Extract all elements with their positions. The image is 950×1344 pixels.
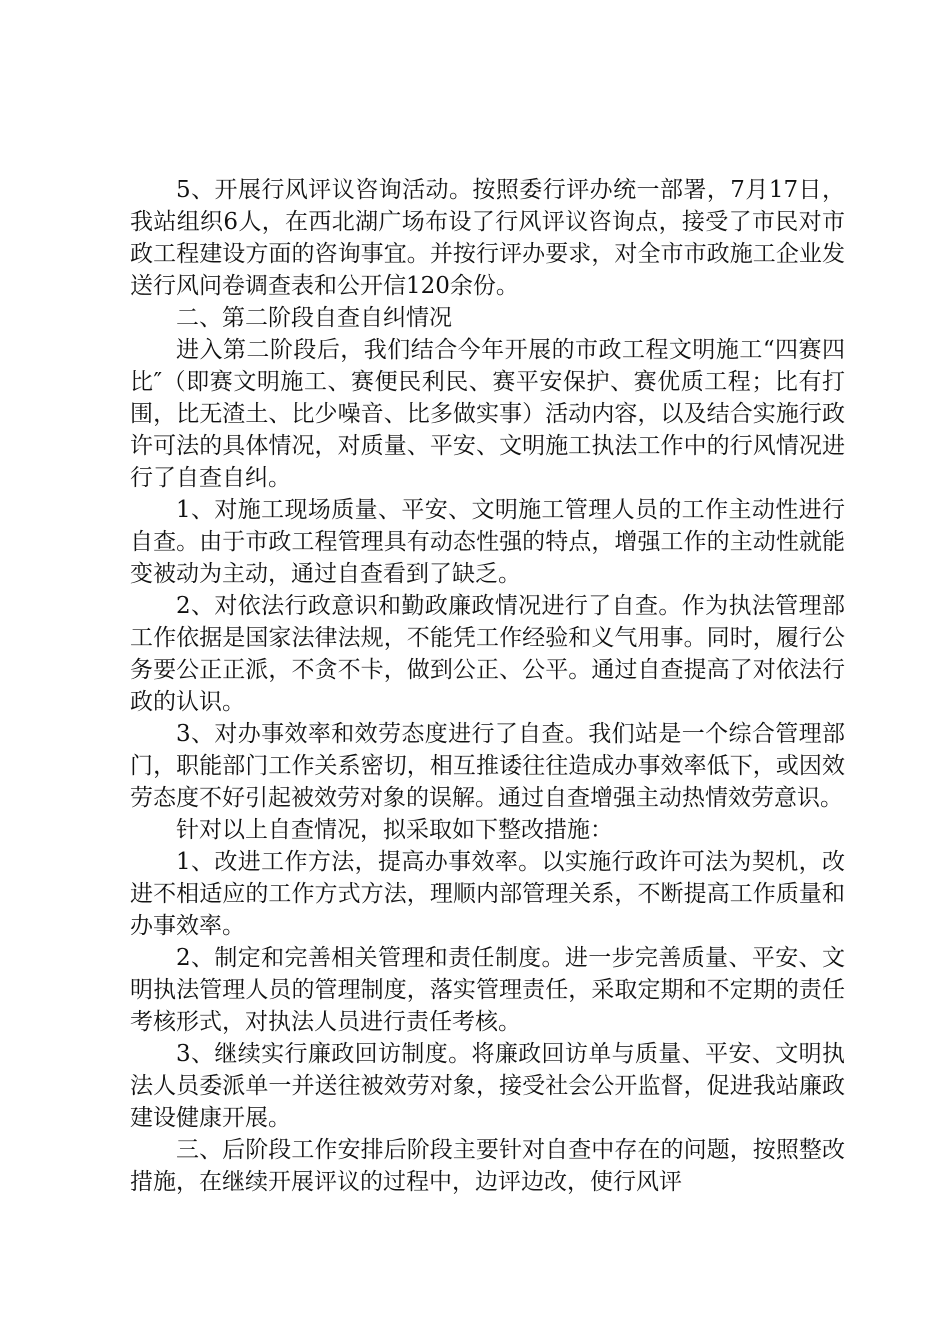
paragraph-rectification-intro: 针对以上自查情况，拟采取如下整改措施： <box>176 817 613 843</box>
paragraph-self-check-3: 3、对办事效率和效劳态度进行了自查。我们站是一个综合管理部门，职能部门工作关系密切，相互推诿往往造成办事效率低下，或因效劳态度不好引起被效劳对象的误解。通过自查增强主动热情效劳意识。 <box>130 721 845 811</box>
paragraph-measure-3: 3、继续实行廉政回访制度。将廉政回访单与质量、平安、文明执法人员委派单一并送往被效劳对象，接受社会公开监督，促进我站廉政建设健康开展。 <box>130 1041 845 1131</box>
paragraph-measure-1: 1、改进工作方法，提高办事效率。以实施行政许可法为契机，改进不相适应的工作方式方法，理顺内部管理关系，不断提高工作质量和办事效率。 <box>130 849 845 939</box>
paragraph-stage-two-intro: 进入第二阶段后，我们结合今年开展的市政工程文明施工“四赛四比″（即赛文明施工、赛便民利民、赛平安保护、赛优质工程；比有打围，比无渣土、比少噪音、比多做实事）活动内容，以及结合实施行政许可法的具体情况，对质量、平安、文明施工执法工作中的行风情况进行了自查自纠。 <box>130 337 845 491</box>
paragraph-self-check-1: 1、对施工现场质量、平安、文明施工管理人员的工作主动性进行自查。由于市政工程管理具有动态性强的特点，增强工作的主动性就能变被动为主动，通过自查看到了缺乏。 <box>130 497 845 587</box>
paragraph-measure-2: 2、制定和完善相关管理和责任制度。进一步完善质量、平安、文明执法管理人员的管理制度，落实管理责任，采取定期和不定期的责任考核形式，对执法人员进行责任考核。 <box>130 945 845 1035</box>
paragraph-consultation-activity: 5、开展行风评议咨询活动。按照委行评办统一部署，7月17日，我站组织6人，在西北湖广场布设了行风评议咨询点，接受了市民对市政工程建设方面的咨询事宜。并按行评办要求，对全市市政施工企业发送行风问卷调查表和公开信120余份。 <box>130 177 845 299</box>
section-heading-stage-three: 三、后阶段工作安排后阶段主要针对自查中存在的问题，按照整改措施，在继续开展评议的过程中，边评边改，使行风评 <box>130 1137 845 1195</box>
paragraph-self-check-2: 2、对依法行政意识和勤政廉政情况进行了自查。作为执法管理部工作依据是国家法律法规，不能凭工作经验和义气用事。同时，履行公务要公正正派，不贪不卡，做到公正、公平。通过自查提高了对依法行政的认识。 <box>130 593 845 715</box>
document-body <box>130 174 845 1198</box>
section-heading-stage-two: 二、第二阶段自查自纠情况 <box>176 305 452 331</box>
